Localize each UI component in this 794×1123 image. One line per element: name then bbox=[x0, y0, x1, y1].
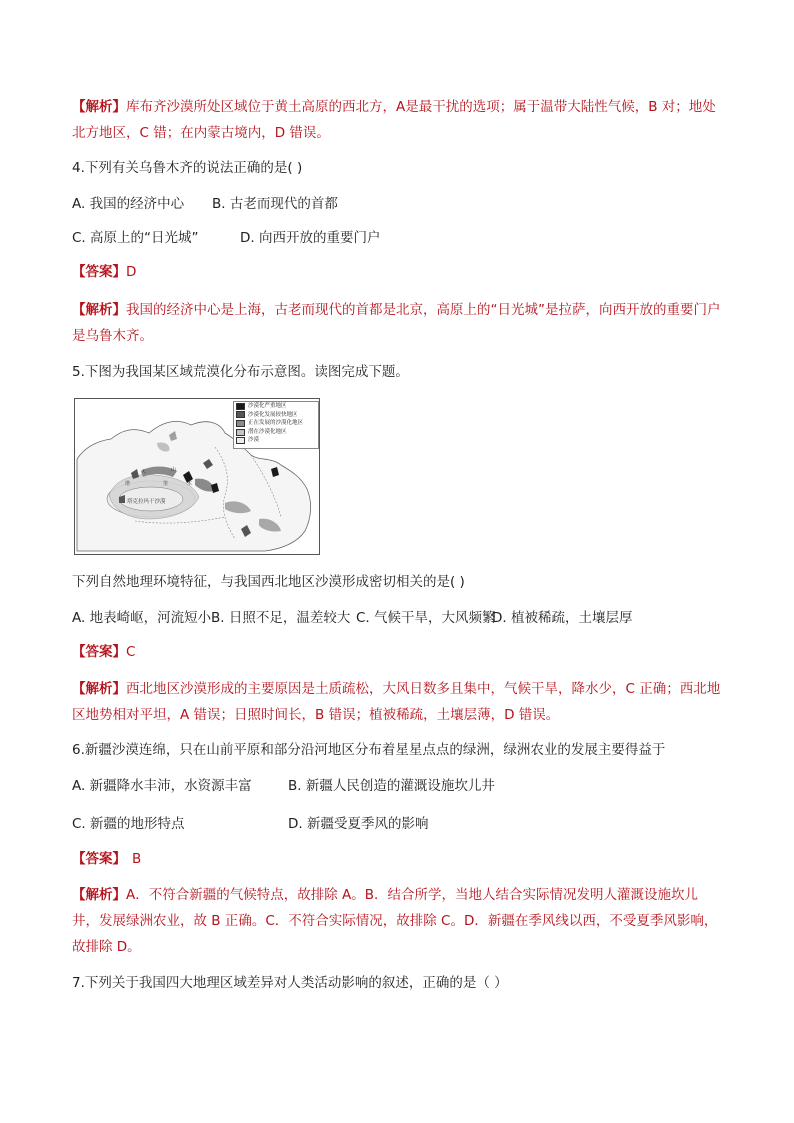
answer-tag: 【答案】 bbox=[72, 644, 126, 660]
q4-stem: 4.下列有关乌鲁木齐的说法正确的是( ) bbox=[72, 160, 303, 176]
q6-stem: 6.新疆沙漠连绵，只在山前平原和部分沿河地区分布着星星点点的绿洲，绿洲农业的发展主要得益于 bbox=[72, 742, 666, 758]
analysis-text: A．不符合新疆的气候特点，故排除 A。B．结合所学，当地人结合实际情况发明人灌溉设施坎儿井，发展绿洲农业，故 B 正确。C．不符合实际情况，故排除 C。D．新疆在季风线以西，不受夏季风影响，故排除 D。 bbox=[72, 887, 718, 955]
legend-swatch bbox=[236, 429, 245, 436]
legend-item bbox=[234, 402, 318, 411]
answer-value: B bbox=[132, 851, 142, 867]
svg-text:里: 里 bbox=[163, 481, 169, 487]
q6-analysis bbox=[72, 882, 724, 960]
svg-text:塔: 塔 bbox=[125, 481, 131, 487]
legend-label: 潜在沙漠化地区 bbox=[248, 428, 287, 435]
q4-answer bbox=[72, 259, 724, 285]
svg-text:木: 木 bbox=[187, 481, 193, 487]
answer-value: D bbox=[126, 264, 137, 280]
q5-stem: 5.下图为我国某区域荒漠化分布示意图。读图完成下题。 bbox=[72, 364, 409, 380]
q6-option-c: C. 新疆的地形特点 bbox=[72, 816, 185, 832]
svg-text:天: 天 bbox=[141, 469, 147, 475]
q5-answer bbox=[72, 639, 724, 665]
desert-label: 塔克拉玛干沙漠 bbox=[127, 499, 166, 505]
legend-item bbox=[234, 411, 318, 420]
q6-option-a: A. 新疆降水丰沛，水资源丰富 bbox=[72, 778, 252, 794]
q6-option-d: D. 新疆受夏季风的影响 bbox=[288, 816, 429, 832]
legend-label: 沙漠 bbox=[248, 437, 260, 444]
legend-label: 正在发展的沙漠化地区 bbox=[248, 420, 304, 427]
analysis-text: 库布齐沙漠所处区域位于黄土高原的西北方，A是最干扰的选项；属于温带大陆性气候，B 对；地处北方地区，C 错；在内蒙古境内，D 错误。 bbox=[72, 99, 716, 141]
analysis-text: 西北地区沙漠形成的主要原因是土质疏松，大风日数多且集中，气候干旱，降水少，C 正确；西北地区地势相对平坦，A 错误；日照时间长，B 错误；植被稀疏，土壤层薄，D 错误。 bbox=[72, 681, 721, 723]
legend-swatch bbox=[236, 437, 245, 444]
legend-swatch bbox=[236, 403, 245, 410]
legend-item bbox=[234, 436, 318, 445]
q6-option-b: B. 新疆人民创造的灌溉设施坎儿井 bbox=[288, 778, 495, 794]
legend-swatch bbox=[236, 411, 245, 418]
q5-option-c: C. 气候干旱，大风频繁 bbox=[356, 610, 496, 626]
analysis-tag: 【解析】 bbox=[72, 99, 126, 115]
legend-swatch bbox=[236, 420, 245, 427]
map-legend bbox=[233, 401, 319, 449]
q5-option-d: D. 植被稀疏，土壤层厚 bbox=[492, 610, 633, 626]
answer-value: C bbox=[126, 644, 136, 660]
q7-stem: 7.下列关于我国四大地理区域差异对人类活动影响的叙述，正确的是（ ） bbox=[72, 975, 508, 991]
q3-analysis bbox=[72, 94, 724, 146]
q5-analysis bbox=[72, 676, 724, 728]
legend-label: 沙漠化发展较快地区 bbox=[248, 411, 298, 418]
desertification-map bbox=[74, 398, 320, 555]
q5-option-b: B. 日照不足，温差较大 bbox=[211, 610, 351, 626]
q4-option-d: D. 向西开放的重要门户 bbox=[240, 230, 381, 246]
q5-question: 下列自然地理环境特征，与我国西北地区沙漠形成密切相关的是( ) bbox=[72, 574, 465, 590]
analysis-tag: 【解析】 bbox=[72, 887, 126, 903]
analysis-text: 我国的经济中心是上海，古老而现代的首都是北京，高原上的“日光城”是拉萨，向西开放的重要门户是乌鲁木齐。 bbox=[72, 302, 721, 344]
q4-analysis bbox=[72, 297, 724, 349]
q4-option-c: C. 高原上的“日光城” bbox=[72, 230, 199, 246]
q4-option-a: A. 我国的经济中心 bbox=[72, 196, 185, 212]
legend-item bbox=[234, 428, 318, 437]
q5-option-a: A. 地表崎岖，河流短小 bbox=[72, 610, 212, 626]
svg-text:山: 山 bbox=[171, 467, 177, 473]
analysis-tag: 【解析】 bbox=[72, 681, 126, 697]
answer-tag: 【答案】 bbox=[72, 264, 126, 280]
legend-item bbox=[234, 419, 318, 428]
q4-option-b: B. 古老而现代的首都 bbox=[212, 196, 338, 212]
legend-label: 沙漠化严重地区 bbox=[248, 403, 287, 409]
answer-tag: 【答案】 bbox=[72, 851, 126, 867]
q6-answer bbox=[72, 846, 724, 872]
analysis-tag: 【解析】 bbox=[72, 302, 126, 318]
